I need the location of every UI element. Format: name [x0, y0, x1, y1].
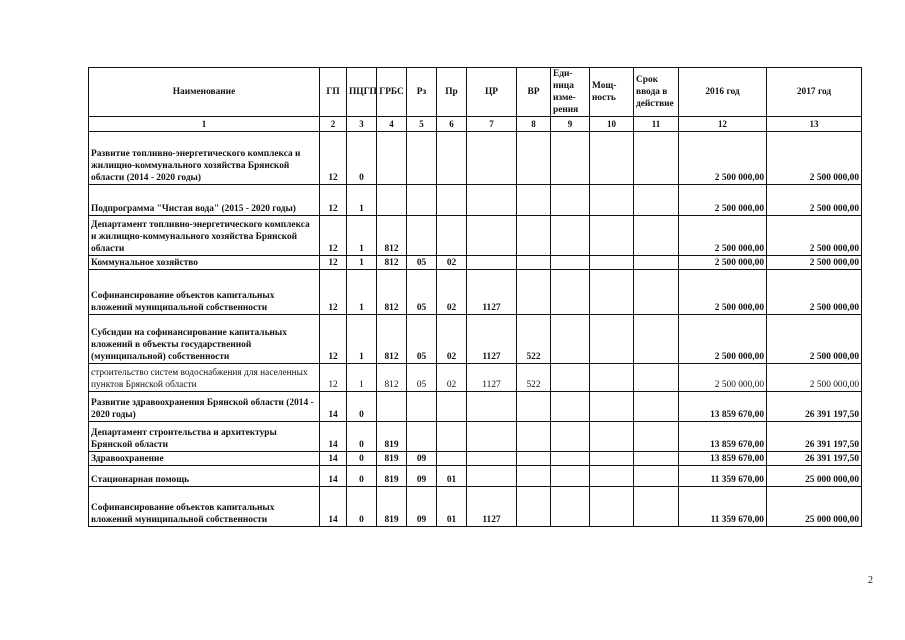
gp-cell: 12: [320, 216, 347, 256]
grbs-cell: [377, 185, 407, 216]
pr-cell: 01: [437, 466, 467, 487]
amount-2016: 13 859 670,00: [679, 392, 767, 422]
vr-cell: 522: [517, 315, 551, 364]
amount-2017: 25 000 000,00: [767, 466, 862, 487]
column-number: 3: [347, 117, 377, 132]
unit-cell: [551, 422, 590, 452]
power-cell: [590, 364, 634, 392]
amount-2016: 2 500 000,00: [679, 364, 767, 392]
pr-cell: [437, 216, 467, 256]
amount-2017: 25 000 000,00: [767, 487, 862, 527]
row-name: Софинансирование объектов капитальных вложений муниципальной собственности: [89, 270, 320, 315]
gp-cell: 14: [320, 487, 347, 527]
gp-cell: 12: [320, 315, 347, 364]
header-grbs: ГРБС: [377, 68, 407, 117]
column-number: 9: [551, 117, 590, 132]
term-cell: [634, 270, 679, 315]
unit-cell: [551, 466, 590, 487]
amount-2016: 11 359 670,00: [679, 487, 767, 527]
page-number: 2: [868, 575, 873, 586]
pr-cell: 02: [437, 364, 467, 392]
table-row: [89, 466, 862, 487]
header-2016: 2016 год: [679, 68, 767, 117]
rz-cell: [407, 216, 437, 256]
column-number: 12: [679, 117, 767, 132]
amount-2016: 11 359 670,00: [679, 466, 767, 487]
gp-cell: 12: [320, 132, 347, 185]
table-row: [89, 216, 862, 256]
rz-cell: 05: [407, 364, 437, 392]
pr-cell: 02: [437, 256, 467, 270]
cr-cell: [467, 216, 517, 256]
grbs-cell: 812: [377, 270, 407, 315]
pcgp-cell: 0: [347, 392, 377, 422]
table-row: [89, 364, 862, 392]
vr-cell: [517, 216, 551, 256]
column-number: 4: [377, 117, 407, 132]
rz-cell: [407, 185, 437, 216]
pr-cell: [437, 452, 467, 466]
table-row: [89, 422, 862, 452]
rz-cell: [407, 392, 437, 422]
header-pcgp: ПЦГП: [347, 68, 377, 117]
cr-cell: [467, 452, 517, 466]
pr-cell: [437, 422, 467, 452]
vr-cell: [517, 452, 551, 466]
rz-cell: [407, 132, 437, 185]
term-cell: [634, 185, 679, 216]
pr-cell: [437, 185, 467, 216]
table-row: [89, 132, 862, 185]
cr-cell: [467, 256, 517, 270]
cr-cell: [467, 422, 517, 452]
amount-2016: 2 500 000,00: [679, 216, 767, 256]
amount-2016: 2 500 000,00: [679, 315, 767, 364]
column-number-row: [89, 117, 862, 132]
grbs-cell: [377, 392, 407, 422]
power-cell: [590, 256, 634, 270]
power-cell: [590, 315, 634, 364]
column-number: 6: [437, 117, 467, 132]
row-name: строительство систем водоснабжения для населенных пунктов Брянской области: [89, 364, 320, 392]
amount-2017: 26 391 197,50: [767, 392, 862, 422]
gp-cell: 14: [320, 466, 347, 487]
gp-cell: 12: [320, 256, 347, 270]
unit-cell: [551, 185, 590, 216]
pr-cell: [437, 132, 467, 185]
pcgp-cell: 1: [347, 364, 377, 392]
row-name: Субсидии на софинансирование капитальных вложений в объекты государственной (муниципальной) собственности: [89, 315, 320, 364]
pcgp-cell: 0: [347, 452, 377, 466]
unit-cell: [551, 216, 590, 256]
term-cell: [634, 452, 679, 466]
header-cr: ЦР: [467, 68, 517, 117]
vr-cell: [517, 487, 551, 527]
term-cell: [634, 216, 679, 256]
grbs-cell: 812: [377, 256, 407, 270]
pr-cell: 02: [437, 315, 467, 364]
pcgp-cell: 0: [347, 132, 377, 185]
table-row: [89, 487, 862, 527]
column-number: 2: [320, 117, 347, 132]
header-gp: ГП: [320, 68, 347, 117]
term-cell: [634, 132, 679, 185]
amount-2016: 13 859 670,00: [679, 452, 767, 466]
column-number: 13: [767, 117, 862, 132]
amount-2017: 2 500 000,00: [767, 270, 862, 315]
pr-cell: [437, 392, 467, 422]
power-cell: [590, 270, 634, 315]
power-cell: [590, 216, 634, 256]
column-number: 7: [467, 117, 517, 132]
row-name: Подпрограмма "Чистая вода" (2015 - 2020 годы): [89, 185, 320, 216]
pcgp-cell: 0: [347, 422, 377, 452]
header-term: Срок ввода в действие: [634, 68, 679, 117]
power-cell: [590, 487, 634, 527]
amount-2017: 2 500 000,00: [767, 185, 862, 216]
power-cell: [590, 392, 634, 422]
rz-cell: 05: [407, 256, 437, 270]
power-cell: [590, 466, 634, 487]
row-name: Развитие здравоохранения Брянской области (2014 - 2020 годы): [89, 392, 320, 422]
gp-cell: 14: [320, 392, 347, 422]
gp-cell: 12: [320, 364, 347, 392]
power-cell: [590, 132, 634, 185]
vr-cell: [517, 185, 551, 216]
budget-table: [88, 67, 862, 527]
column-number: 1: [89, 117, 320, 132]
grbs-cell: 812: [377, 315, 407, 364]
term-cell: [634, 466, 679, 487]
vr-cell: [517, 422, 551, 452]
vr-cell: [517, 466, 551, 487]
rz-cell: 09: [407, 452, 437, 466]
pcgp-cell: 1: [347, 256, 377, 270]
rz-cell: 05: [407, 315, 437, 364]
header-2017: 2017 год: [767, 68, 862, 117]
unit-cell: [551, 392, 590, 422]
cr-cell: 1127: [467, 364, 517, 392]
term-cell: [634, 364, 679, 392]
column-number: 8: [517, 117, 551, 132]
amount-2017: 2 500 000,00: [767, 315, 862, 364]
table-row: [89, 315, 862, 364]
header-pr: Пр: [437, 68, 467, 117]
vr-cell: 522: [517, 364, 551, 392]
amount-2016: 2 500 000,00: [679, 132, 767, 185]
table-header: [89, 68, 862, 132]
unit-cell: [551, 315, 590, 364]
pcgp-cell: 1: [347, 315, 377, 364]
pcgp-cell: 0: [347, 466, 377, 487]
grbs-cell: 819: [377, 452, 407, 466]
term-cell: [634, 315, 679, 364]
term-cell: [634, 487, 679, 527]
grbs-cell: 819: [377, 487, 407, 527]
row-name: Здравоохранение: [89, 452, 320, 466]
term-cell: [634, 392, 679, 422]
cr-cell: 1127: [467, 270, 517, 315]
rz-cell: 09: [407, 487, 437, 527]
grbs-cell: 819: [377, 422, 407, 452]
rz-cell: 09: [407, 466, 437, 487]
header-unit: Еди-ница изме-рения: [551, 68, 590, 117]
grbs-cell: 819: [377, 466, 407, 487]
rz-cell: 05: [407, 270, 437, 315]
unit-cell: [551, 487, 590, 527]
row-name: Департамент топливно-энергетического комплекса и жилищно-коммунального хозяйства Брянской области: [89, 216, 320, 256]
pr-cell: 01: [437, 487, 467, 527]
amount-2016: 13 859 670,00: [679, 422, 767, 452]
row-name: Стационарная помощь: [89, 466, 320, 487]
pcgp-cell: 1: [347, 185, 377, 216]
table-row: [89, 270, 862, 315]
term-cell: [634, 422, 679, 452]
table-body: [89, 132, 862, 527]
amount-2017: 2 500 000,00: [767, 216, 862, 256]
table-row: [89, 256, 862, 270]
pcgp-cell: 1: [347, 216, 377, 256]
cr-cell: 1127: [467, 315, 517, 364]
term-cell: [634, 256, 679, 270]
column-number: 10: [590, 117, 634, 132]
cr-cell: [467, 392, 517, 422]
unit-cell: [551, 364, 590, 392]
gp-cell: 12: [320, 270, 347, 315]
amount-2017: 26 391 197,50: [767, 422, 862, 452]
header-vr: ВР: [517, 68, 551, 117]
cr-cell: [467, 132, 517, 185]
rz-cell: [407, 422, 437, 452]
gp-cell: 12: [320, 185, 347, 216]
power-cell: [590, 422, 634, 452]
header-power: Мощ-ность: [590, 68, 634, 117]
gp-cell: 14: [320, 422, 347, 452]
pcgp-cell: 1: [347, 270, 377, 315]
amount-2016: 2 500 000,00: [679, 185, 767, 216]
unit-cell: [551, 270, 590, 315]
gp-cell: 14: [320, 452, 347, 466]
grbs-cell: 812: [377, 364, 407, 392]
table-row: [89, 185, 862, 216]
header-rz: Рз: [407, 68, 437, 117]
amount-2016: 2 500 000,00: [679, 270, 767, 315]
unit-cell: [551, 256, 590, 270]
table-row: [89, 392, 862, 422]
pr-cell: 02: [437, 270, 467, 315]
unit-cell: [551, 132, 590, 185]
vr-cell: [517, 256, 551, 270]
power-cell: [590, 452, 634, 466]
power-cell: [590, 185, 634, 216]
vr-cell: [517, 392, 551, 422]
unit-cell: [551, 452, 590, 466]
vr-cell: [517, 270, 551, 315]
row-name: Развитие топливно-энергетического комплекса и жилищно-коммунального хозяйства Брянской области (2014 - 2020 годы): [89, 132, 320, 185]
amount-2016: 2 500 000,00: [679, 256, 767, 270]
grbs-cell: 812: [377, 216, 407, 256]
amount-2017: 2 500 000,00: [767, 364, 862, 392]
cr-cell: [467, 185, 517, 216]
row-name: Коммунальное хозяйство: [89, 256, 320, 270]
column-number: 11: [634, 117, 679, 132]
row-name: Департамент строительства и архитектуры Брянской области: [89, 422, 320, 452]
cr-cell: 1127: [467, 487, 517, 527]
grbs-cell: [377, 132, 407, 185]
cr-cell: [467, 466, 517, 487]
vr-cell: [517, 132, 551, 185]
header-name: Наименование: [89, 68, 320, 117]
pcgp-cell: 0: [347, 487, 377, 527]
amount-2017: 26 391 197,50: [767, 452, 862, 466]
row-name: Софинансирование объектов капитальных вложений муниципальной собственности: [89, 487, 320, 527]
table-row: [89, 452, 862, 466]
amount-2017: 2 500 000,00: [767, 132, 862, 185]
column-number: 5: [407, 117, 437, 132]
amount-2017: 2 500 000,00: [767, 256, 862, 270]
